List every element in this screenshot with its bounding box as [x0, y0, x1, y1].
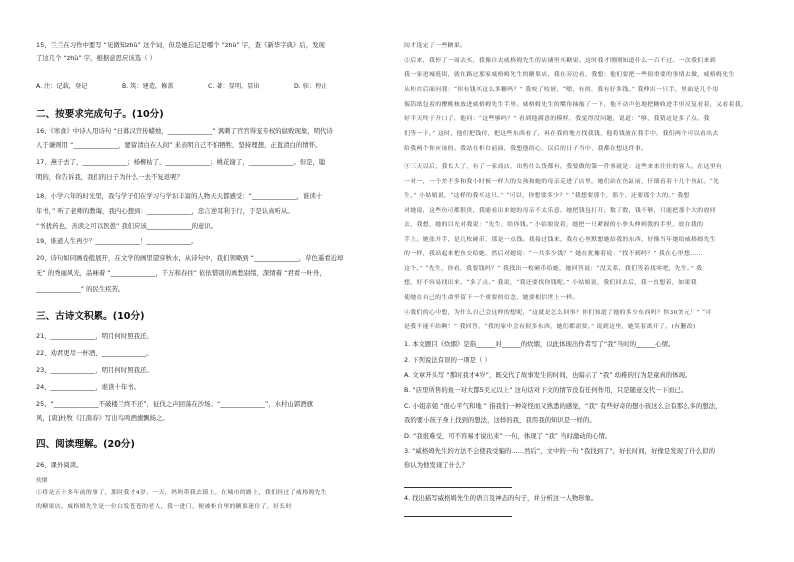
sec2-line: 年书，” 听了老师的教诲，我内心想到：______________，忠言逆耳利于行，于是认真听从。: [36, 207, 294, 215]
sec2-line: 明的，你告诉我，我们的日子为什么一去不复返呢？: [36, 173, 183, 181]
q15-line2: 了这几个 “zhù” 字，根据意思应该选（ ）: [36, 54, 157, 62]
passage-line: 我一家进城逛街，就在路过那家威格姆先生的糖果店，我在旁边看，我想：他们要把一些很重要的事情去做，威格姆先生: [404, 72, 735, 78]
question-3: 3. “威格姆先生的方法不会使我受骗的……然后”，文中的一句 “我找到了”，好长时间，好像是发现了什么似的: [404, 447, 715, 455]
question-2-option-c: C. 小姐亲姐 “很心平气和地 ” 指我们一种奇怪而又熟悉的感觉，“我” 有些好奇的想小孩这么会有那么多的想法，: [404, 402, 722, 410]
passage-line: ③三天以后，我长大了，有了一家商店，出售什么货都有。我要做的第一件事就是：这些来来往往的客人。在这里有: [404, 164, 723, 170]
passage-line: 给我两个你应该的。我站在柜台前面，我想他的心，以后的日子当中，我都在想这件事。: [404, 146, 648, 152]
sec2-line: 16、《寒食》中诗人用诗句 “日暮汉宫传蜡烛，______________” 讽刺了官官得宠专权的腐败现象，明代诗: [36, 127, 333, 135]
section4-heading: 四、阅读理解。(20分): [36, 439, 135, 450]
passage-line: 从柜台后面问我：“你有钱买这么多糖吗？” 我咬了咬唇，“嗯，有的，我有好多钱。” 我伸出一只手，里面是几个用: [404, 87, 719, 93]
sec3-line: 风，[唐]杜牧《江南春》写出鸟鸣酒旗飘扬之。: [36, 414, 169, 422]
q15-option-a: A. 注：记载，登记: [36, 83, 88, 90]
sec2-line: 18、小学六年的时光里，我与学子们在学习与学识丰富的人物天天都感受：“______________，谁读十: [36, 192, 323, 200]
answer-line[interactable]: [404, 487, 512, 488]
passage-line: 好半天终于开口了，他问：“这些够吗？” 看到他满意的模样，我觉得没问题，说道：“够，我猜这是多了点。我: [404, 116, 710, 122]
passage-line: 使她在自己的生命里留下一个重要的信念，她要相信世上一样。: [404, 295, 579, 301]
passage-line: 锡箔纸包着的樱桃核放进威格姆先生手里。威格姆先生的嘴角抽搐了一下，他不动声色地把糖收进手里反复看着，又看着我，: [404, 102, 748, 108]
sec3-line: 21、______________，明月何时照我还。: [36, 332, 153, 340]
sec2-line: 20、诗句如同画卷般展开，在文学的画里望穿秋水，从诗句中，我们领略到 “______________，草色遥看近却: [36, 254, 344, 262]
sec2-line: 无” 的秀丽风光，品味着 “______________，千万和春住” 依依惜别的离愁别绪，深情着 “君看一叶舟，: [36, 269, 326, 277]
question-2: 2. 下列说法有误的一项是（ ）: [404, 356, 491, 364]
passage-line: ②后来，我停了一周去买，我像自去威格姆先生的店铺里买糖果。这时我才刚刚知道什么一百不过。一次我们来到: [404, 58, 717, 64]
question-1: 1. 本文题目《炊烟》是指______对______的炊烟，以此体现出作者写了“我”当时的______心情。: [404, 340, 675, 348]
question-2-option-b: B. “店里所售的鱼一对大都5美元以上” 这句话对下文的情节没有任何作用，只是随意交代一下而已。: [404, 386, 688, 394]
sec2-line: ______________” 的民生疾苦。: [36, 285, 125, 293]
sec3-line: 25、“______________不破楼兰终不还”，征伐之声回荡在沙场；“______________”，水村山郭酒旗: [36, 400, 313, 408]
passage-line: 的糖果店。威格姆先生是一位白发苍苍的老人，我一进门，便被柜台里的糖果迷住了，好长时: [36, 504, 292, 510]
q15-option-c: C. 著：显明，显出: [208, 83, 260, 90]
sec2-line: 人于谦则用 “______________，要留清白在人间” 来表明自己不怕牺牲，坚持理想，正直清白的情怀。: [36, 141, 322, 149]
passage-line: ④我们的心中想，为什么自己会这样的想呢，“这就是怎么回事？你们知道了她的多少东西吗？你30美元！” “可: [404, 310, 712, 316]
passage-line: 生，” 小姑娘说，“这样的我买这只。” “可以，你想要多少？” “我想要那个，那个，还要那个大的。” 我想: [404, 193, 690, 199]
section3-heading: 三、古诗文积累。(10分): [36, 311, 145, 322]
section2-heading: 二、按要求完成句子。(10分): [36, 109, 164, 120]
q26-label: 26、课外阅读。: [36, 461, 83, 469]
passage-line: 的一样，我站起来把鱼交给她，然后对她说：“一共多少钱？” 她在犹豫着说：“找不到吗？” 我在心里想……: [404, 251, 703, 257]
sec2-line: 17、燕子去了，______________；杨柳枯了，______________；桃花谢了，______________。但是，聪: [36, 158, 326, 166]
sec2-line: “书犹药也，善读之可以医愚” 我们应该______________的意识。: [36, 222, 218, 230]
q15-line1: 15、兰兰在习作中要写 “见微知zhù” 这个词，但是她忘记是哪个 “zhù” 字，查《新华字典》后，发现: [36, 41, 325, 49]
passage-line: ①将是五十多年前的事了，那时我才4岁。一天，妈妈带我去镇上，在城市的路上，我们经过了威格姆先生: [36, 490, 328, 496]
passage-line: 这个。” “先生，你看，我要钱吗？” 我找出一枚硬币给她，她回答说：“没关系，我们等着找零吧，先生。” 我: [404, 266, 703, 272]
passage-line: 一对一，一个差不多和我小时候一样大的女孩和她的母亲走进了店里。她们站在鱼缸前，仔细看着十几个鱼缸。“先: [404, 179, 720, 185]
question-2-option-c-cont: 我的要小孩子身上找到的想法，这样的我，我用我的知识是一样的。: [404, 416, 596, 424]
passage-line: 去，我想，她的目光对我说：“先生，给你钱。” 小姑娘说着，她把一只紧握的小拳头伸到我的手里，放在我的: [404, 222, 704, 228]
question-3-cont: 你认为他发现了什么？: [404, 461, 468, 469]
q15-option-d: D. 驻：停止: [294, 83, 328, 90]
passage-title: 炊烟: [36, 478, 48, 484]
passage-line: 间才选定了一些糖果。: [404, 43, 467, 49]
passage-line: 想，好不容易找出来，“多了点。” 我说，“我还要找你钱呢。” 小姑娘说，我们回去后，我一直想着，如果我: [404, 280, 697, 286]
passage-line: 对她说，这些鱼可都很贵，我能看出来她的母亲不太乐意。她把钱包打开，数了数，钱不够，只能把那个大的放回: [404, 208, 717, 214]
question-4: 4. 找出描写威格姆先生的语言及神态的句子，并分析这一人物形象。: [404, 494, 598, 502]
answer-line[interactable]: [404, 516, 512, 517]
question-2-option-d: D. “我很难受，可不容易才说出来” 一句，体现了 “我” 当时激动的心情。: [404, 432, 612, 440]
sec3-line: 23、______________，明月何时照我还。: [36, 366, 153, 374]
sec3-line: 24、______________，谁读十年书。: [36, 383, 140, 391]
passage-line: 们等一下。” 这时，他们把钱付，把这些东西看了，再在我的地方找我钱，他将钱放在我手中。我们两个可以看出去: [404, 131, 719, 137]
passage-line: 是我不能不给啊！” 我回答，“我的家中会有很多东西，她们都需要。” 说到这里，她笑着离开了。(有删改): [404, 324, 696, 330]
passage-line: 手上。她张开手，是几枚硬币，那是一点钱。我接过钱来，我在心里默想她给我的东西，好像当年她给威格姆先生: [404, 237, 717, 243]
q15-option-b: B. 筑：建造，修盖: [122, 83, 174, 90]
question-2-option-a: A. 文章开头写 “那时我才4岁”，既交代了故事发生的时间，也暗示了 “我” 幼稚的行为是童真的体现。: [404, 371, 692, 379]
sec2-line: 19、谁道人生再少？______________！______________。: [36, 237, 198, 245]
sec3-line: 22、劝君更尽一杯酒，______________。: [36, 349, 153, 357]
